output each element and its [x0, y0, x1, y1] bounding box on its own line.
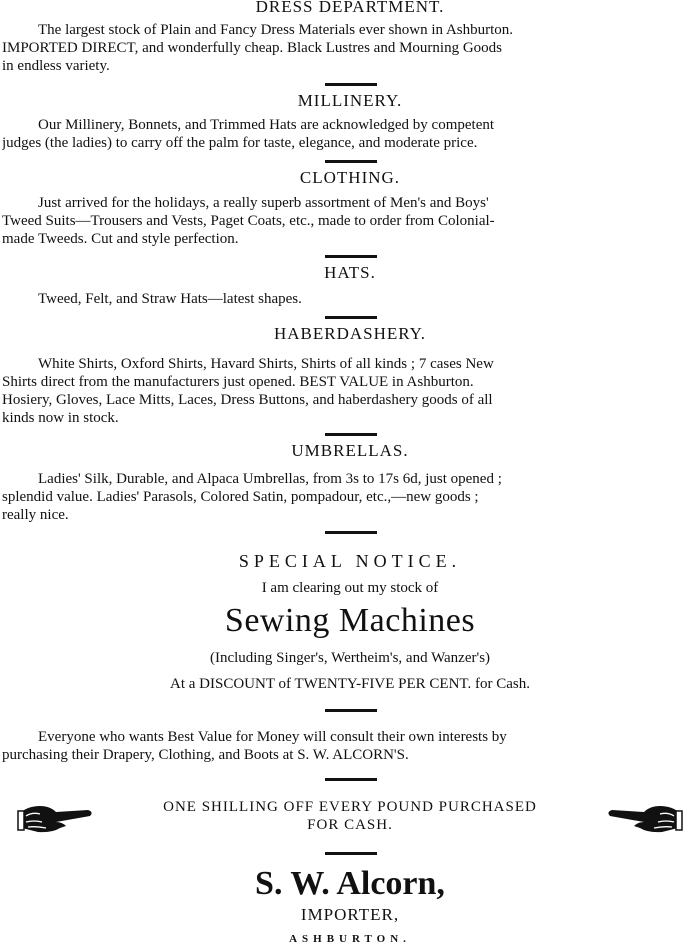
section-text-hats: [2, 290, 698, 308]
text-line: splendid value. Ladies' Parasols, Colored Satin, pompadour, etc.,—new goods ;: [2, 489, 479, 505]
special-notice-intro: I am clearing out my stock of: [261, 580, 439, 596]
text-line: purchasing their Drapery, Clothing, and Boots at S. W. ALCORN'S.: [2, 747, 409, 763]
text-line: Tweed, Felt, and Straw Hats—latest shapes.: [38, 291, 302, 307]
text-line: really nice.: [2, 507, 69, 523]
divider-rule: [325, 433, 377, 436]
merchant-name: S. W. Alcorn,: [255, 865, 445, 902]
section-text-millinery: [2, 116, 698, 152]
offer-line-2: FOR CASH.: [307, 817, 393, 833]
section-heading-hats: HATS.: [324, 263, 376, 282]
text-line: made Tweeds. Cut and style perfection.: [2, 231, 239, 247]
pointing-hand-left-icon: [606, 800, 684, 838]
section-text-haberdashery: [2, 355, 698, 427]
merchant-town: ASHBURTON.: [289, 933, 411, 945]
offer-line-1: ONE SHILLING OFF EVERY POUND PURCHASED: [163, 799, 537, 815]
text-line: IMPORTED DIRECT, and wonderfully cheap. Black Lustres and Mourning Goods: [2, 40, 502, 56]
text-line: Tweed Suits—Trousers and Vests, Paget Coats, etc., made to order from Colonial-: [2, 213, 495, 229]
text-line: The largest stock of Plain and Fancy Dress Materials ever shown in Ashburton.: [38, 22, 514, 38]
divider-rule: [325, 778, 377, 781]
special-notice-title: SPECIAL NOTICE.: [238, 551, 462, 571]
divider-rule: [325, 83, 377, 86]
value-note: [2, 728, 698, 764]
text-line: judges (the ladies) to carry off the palm for taste, elegance, and moderate price.: [2, 135, 478, 151]
text-line: Hosiery, Gloves, Lace Mitts, Laces, Dress Buttons, and haberdashery goods of all: [2, 392, 493, 408]
merchant-title: IMPORTER,: [300, 905, 400, 924]
divider-rule: [325, 255, 377, 258]
text-line: Shirts direct from the manufacturers just opened. BEST VALUE in Ashburton.: [2, 374, 474, 390]
section-heading-umbrellas: UMBRELLAS.: [291, 441, 409, 460]
divider-rule: [325, 531, 377, 534]
divider-rule: [325, 316, 377, 319]
text-line: Just arrived for the holidays, a really superb assortment of Men's and Boys': [38, 195, 489, 211]
section-heading-haberdashery: HABERDASHERY.: [273, 324, 427, 343]
text-line: in endless variety.: [2, 58, 110, 74]
section-heading-dress: DRESS DEPARTMENT.: [255, 0, 445, 16]
section-text-umbrellas: [2, 470, 698, 524]
divider-rule: [325, 709, 377, 712]
text-line: White Shirts, Oxford Shirts, Havard Shirts, Shirts of all kinds ; 7 cases New: [38, 356, 494, 372]
section-text-dress: [2, 21, 698, 75]
text-line: Our Millinery, Bonnets, and Trimmed Hats are acknowledged by competent: [38, 117, 495, 133]
sewing-machines-brands: (Including Singer's, Wertheim's, and Wanzer's): [209, 650, 491, 666]
section-heading-millinery: MILLINERY.: [297, 91, 403, 110]
divider-rule: [325, 852, 377, 855]
divider-rule: [325, 160, 377, 163]
text-line: Ladies' Silk, Durable, and Alpaca Umbrellas, from 3s to 17s 6d, just opened ;: [38, 471, 502, 487]
section-heading-clothing: CLOTHING.: [299, 168, 401, 187]
text-line: Everyone who wants Best Value for Money will consult their own interests by: [38, 729, 507, 745]
discount-notice: At a DISCOUNT of TWENTY-FIVE PER CENT. for Cash.: [170, 676, 530, 692]
sewing-machines-headline: Sewing Machines: [224, 602, 476, 639]
text-line: kinds now in stock.: [2, 410, 119, 426]
section-text-clothing: [2, 194, 698, 248]
